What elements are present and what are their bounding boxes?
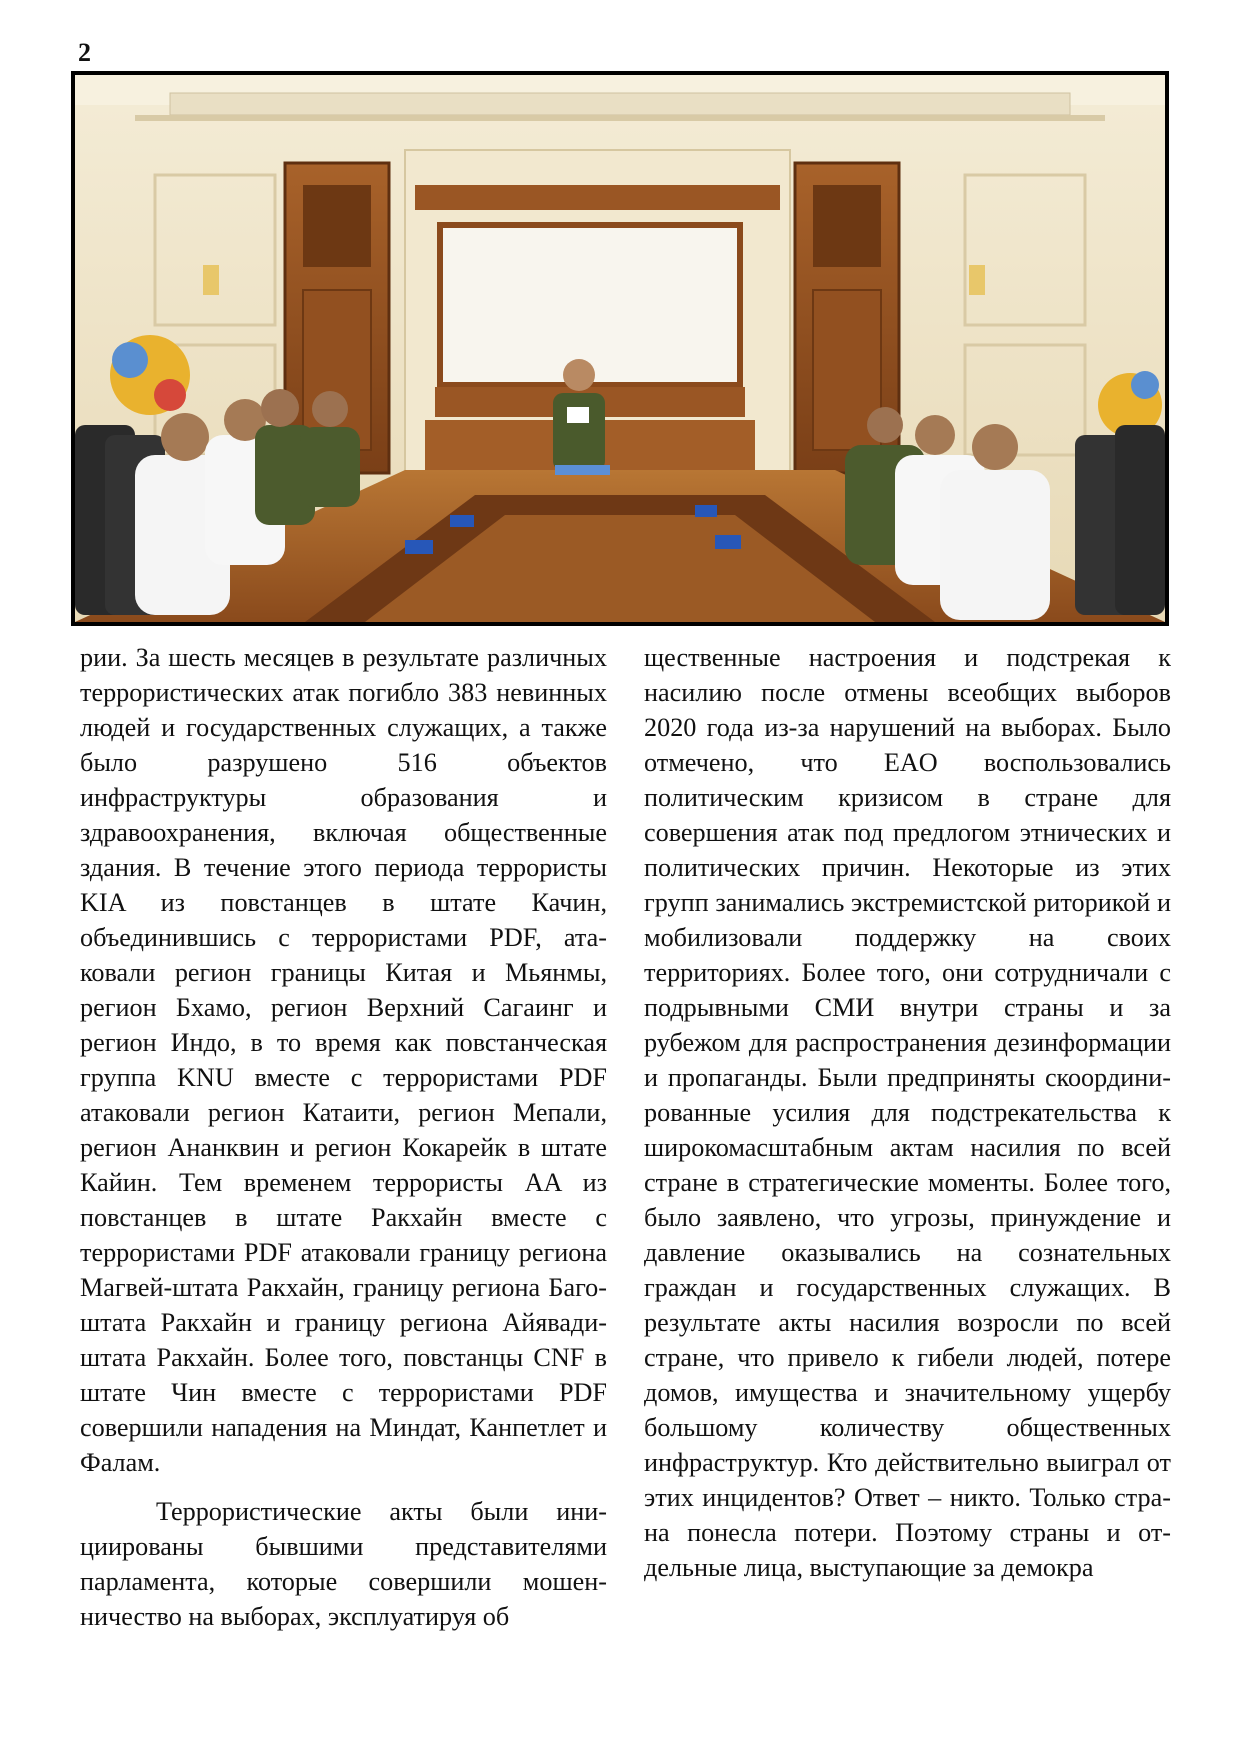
right-column [644, 640, 1171, 1585]
left-column [80, 640, 607, 1634]
right-paragraph-1: щественные настроения и подстрекая к насилию после отмены всеобщих выборов 2020 года из-за нарушений на выборах. Было отмечено, что EAO воспользовались политическим кризисом в стране для совершения атак под предлогом этнических и политических причин. Некоторые из этих групп занимались экстремистской риторикой и мобилизовали поддержку на своих территориях. Более того, они сотрудничали с подрывными СМИ внутри страны и за рубежом для распространения дезинформации и пропаганды. Были предприняты скоординированные усилия для подстрекательства к широкомасштабным актам насилия по всей стране в стратегические моменты. Более того, было заявлено, что угрозы, принуждение и давление оказывались на сознательных граждан и государственных служащих. В результате акты насилия возросли по всей стране, что привело к гибели людей, потере домов, имущества и значительному ущербу большому количеству общественных инфраструктур. Кто действительно выиграл от этих инцидентов? Ответ – никто. Только страна понесла потери. Поэтому страны и отдельные лица, выступающие за демокра [644, 643, 1171, 1582]
left-paragraph-1: рии. За шесть месяцев в результате различных террористических атак погибло 383 невинных людей и государственных служащих, а также было разрушено 516 объектов инфраструктуры образования и здравоохранения, включая общественные здания. В течение этого периода террористы KIA из повстанцев в штате Качин, объединившись с террористами PDF, атаковали регион границы Китая и Мьянмы, регион Бхамо, регион Верхний Сагаинг и регион Индо, в то время как повстанческая группа KNU вместе с террористами PDF атаковали регион Катаити, регион Мепали, регион Ананквин и регион Кокарейк в штате Кайин. Тем временем террористы AA из повстанцев в штате Ракхайн вместе с террористами PDF атаковали границу региона Магвей-штата Ракхайн, границу региона Баго-штата Ракхайн и границу региона Айявади-штата Ракхайн. Более того, повстанцы CNF в штате Чин вместе с террористами PDF совершили нападения на Миндат, Канпетлет и Фалам. [80, 643, 607, 1477]
meeting-room-photo [71, 71, 1169, 626]
photo-illustration [75, 75, 1165, 622]
page-number: 2 [78, 38, 91, 67]
left-paragraph-2: Террористические акты были инициированы бывшими представителями парламента, которые совершили мошенничество на выборах, эксплуатируя об [80, 1497, 607, 1631]
